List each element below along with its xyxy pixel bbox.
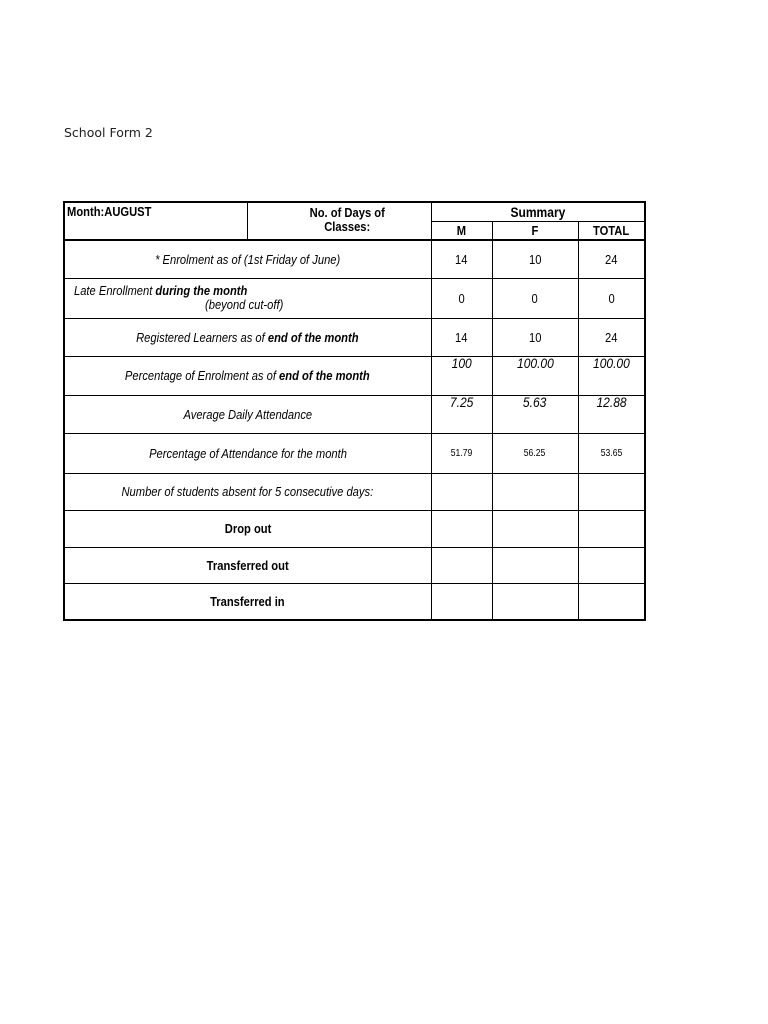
late-label-bold: during the month <box>155 283 248 298</box>
value-m: 7.25 <box>449 393 474 410</box>
table-row <box>64 318 645 356</box>
cell-m <box>431 583 492 620</box>
table-row <box>64 547 645 583</box>
cell-m <box>431 473 492 510</box>
cell-m <box>431 278 492 318</box>
cell-f <box>492 583 578 620</box>
cell-total <box>578 356 645 395</box>
row-label-average-daily-attendance <box>64 395 431 433</box>
row-label-absent-consecutive <box>64 473 431 510</box>
cell-total <box>578 318 645 356</box>
pct-enrolment-label-plain: Percentage of Enrolment as of <box>125 368 280 383</box>
cell-m <box>431 395 492 433</box>
cell-total <box>578 510 645 547</box>
value-total: 24 <box>605 329 618 345</box>
table-row <box>64 278 645 318</box>
cell-f <box>492 510 578 547</box>
value-m: 100 <box>451 354 472 371</box>
row-label-drop-out <box>64 510 431 547</box>
col-header-total <box>578 222 645 241</box>
value-f: 0 <box>531 290 539 306</box>
value-m: 14 <box>455 329 468 345</box>
col-f-label: F <box>531 223 539 238</box>
cell-total <box>578 240 645 278</box>
value-total: 100.00 <box>592 354 630 371</box>
cell-f <box>492 240 578 278</box>
cell-total <box>578 547 645 583</box>
row-label-text: Average Daily Attendance <box>183 406 313 422</box>
month-cell <box>64 202 247 240</box>
row-label-text: Drop out <box>224 521 272 536</box>
registered-label-plain: Registered Learners as of <box>136 329 269 345</box>
value-m: 51.79 <box>450 447 473 459</box>
days-label-line2: Classes: <box>323 219 370 234</box>
cell-m <box>431 547 492 583</box>
late-label-line2: (beyond cut-off) <box>205 297 284 312</box>
value-total: 24 <box>605 251 618 267</box>
cell-total <box>578 433 645 473</box>
cell-total <box>578 473 645 510</box>
attendance-summary-table <box>63 201 646 621</box>
days-of-classes-cell <box>247 202 431 240</box>
value-f: 10 <box>528 251 542 267</box>
cell-m <box>431 356 492 395</box>
summary-header <box>431 202 645 222</box>
col-header-f <box>492 222 578 241</box>
col-header-m <box>431 222 492 241</box>
value-total: 53.65 <box>600 447 623 459</box>
table-row <box>64 395 645 433</box>
table-row <box>64 583 645 620</box>
cell-m <box>431 318 492 356</box>
pct-enrolment-label-bold: end of the month <box>279 368 371 383</box>
table-row <box>64 433 645 473</box>
row-label-text: Percentage of Attendance for the month <box>148 445 347 461</box>
row-label-text: * Enrolment as of (1st Friday of June) <box>155 251 341 267</box>
table-row <box>64 356 645 395</box>
value-m: 0 <box>458 290 465 306</box>
row-label-late-enrollment <box>64 278 431 318</box>
value-total: 12.88 <box>596 393 627 410</box>
value-f: 100.00 <box>516 354 554 371</box>
table-row <box>64 510 645 547</box>
value-f: 5.63 <box>523 393 547 410</box>
cell-total <box>578 278 645 318</box>
value-f: 56.25 <box>524 447 546 459</box>
row-label-percentage-attendance <box>64 433 431 473</box>
row-label-text: Transferred in <box>210 593 286 609</box>
cell-f <box>492 278 578 318</box>
cell-f <box>492 547 578 583</box>
registered-label-bold: end of the month <box>268 329 359 345</box>
value-total: 0 <box>608 290 615 306</box>
value-m: 14 <box>455 251 468 267</box>
days-label-line1: No. of Days of <box>309 205 385 220</box>
summary-label: Summary <box>510 204 566 220</box>
row-label-enrolment <box>64 240 431 278</box>
row-label-registered <box>64 318 431 356</box>
cell-m <box>431 510 492 547</box>
col-total-label: TOTAL <box>593 223 630 238</box>
table-row <box>64 473 645 510</box>
row-label-transferred-out <box>64 547 431 583</box>
cell-f <box>492 395 578 433</box>
row-label-transferred-in <box>64 583 431 620</box>
col-m-label: M <box>456 223 467 238</box>
value-f: 10 <box>528 329 542 345</box>
cell-m <box>431 240 492 278</box>
row-label-text: Transferred out <box>206 557 289 573</box>
cell-f <box>492 473 578 510</box>
row-label-percentage-enrolment <box>64 356 431 395</box>
cell-f <box>492 356 578 395</box>
late-label-plain: Late Enrollment <box>74 283 156 298</box>
month-label: Month:AUGUST <box>67 204 152 219</box>
cell-m <box>431 433 492 473</box>
row-label-text: Number of students absent for 5 consecutive days: <box>121 484 374 499</box>
cell-f <box>492 433 578 473</box>
cell-f <box>492 318 578 356</box>
table-row <box>64 240 645 278</box>
form-title: School Form 2 <box>64 125 153 140</box>
cell-total <box>578 395 645 433</box>
cell-total <box>578 583 645 620</box>
